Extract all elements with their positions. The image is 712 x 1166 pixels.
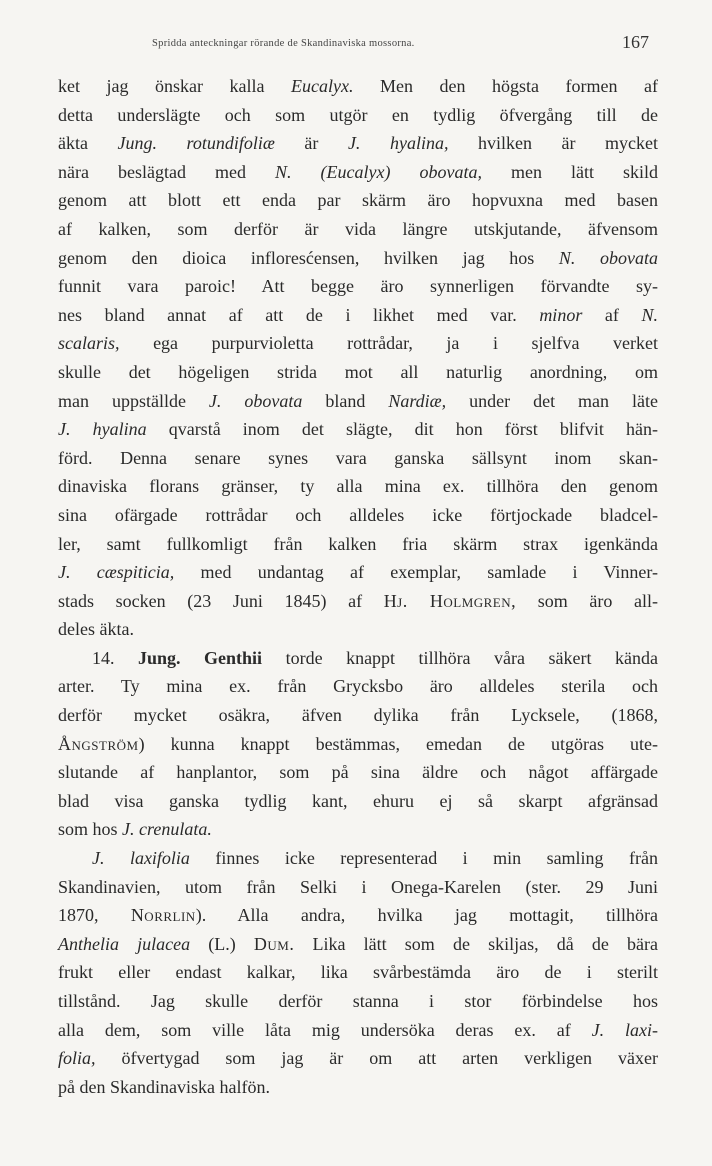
text-line: [58, 644, 658, 673]
text-line: [58, 415, 658, 444]
text-line: [58, 815, 658, 844]
text-run: nes bland annat af att de i likhet med var.: [58, 304, 540, 325]
italic-run: J. cæspiticia,: [58, 562, 175, 583]
text-run: ) kunna knappt bestämmas, emedan de utgöras ute-: [138, 733, 658, 754]
italic-run: Anthelia julacea: [58, 933, 191, 954]
text-run: slutande af hanplantor, som på sina äldre och något affärgade: [58, 762, 658, 783]
text-line: [58, 987, 658, 1016]
bold-run: Jung. Genthii: [138, 647, 263, 668]
text-run: under det man läte: [446, 390, 658, 411]
text-line: [58, 472, 658, 501]
text-run: af kalken, som derför är vida längre utskjutande, äfvensom: [58, 218, 658, 239]
text-line: [58, 958, 658, 987]
text-run: frukt eller endast kalkar, lika svårbestämda äro de i sterilt: [58, 962, 658, 983]
text-run: qvarstå inom det slägte, dit hon först blifvit hän-: [146, 419, 658, 440]
text-run: med undantag af exemplar, samlade i Vinner-: [174, 562, 658, 583]
text-run: torde knappt tillhöra våra säkert kända: [262, 647, 659, 668]
text-line: [58, 730, 658, 759]
text-line: [58, 787, 658, 816]
text-line: [58, 301, 658, 330]
text-run: Lika lätt som de skiljas, då de bära: [294, 933, 659, 954]
running-header: Spridda anteckningar rörande de Skandinaviska mossorna.: [152, 38, 415, 49]
italic-run: J. hyalina,: [347, 133, 449, 154]
text-run: (L.): [190, 933, 254, 954]
text-run: ler, samt fullkomligt från kalken fria skärm strax igenkända: [58, 533, 658, 554]
italic-run: scalaris,: [58, 333, 120, 354]
text-line: [58, 215, 658, 244]
text-line: [58, 844, 658, 873]
italic-run: N. (Eucalyx) obovata,: [274, 161, 482, 182]
text-run: genom den dioica infloresćensen, hvilken jag hos: [58, 247, 559, 268]
text-line: [58, 186, 658, 215]
italic-run: J. crenulata.: [122, 819, 212, 840]
text-run: sina ofärgade rottrådar och alldeles icke förtjockade bladcel-: [58, 504, 658, 525]
text-run: Skandinavien, utom från Selki i Onega-Karelen (ster. 29 Juni: [58, 876, 658, 897]
text-line: [58, 501, 658, 530]
text-run: detta underslägte och som utgör en tydlig öfvergång till de: [58, 104, 658, 125]
italic-run: J. laxifolia: [92, 848, 190, 869]
text-line: [58, 758, 658, 787]
italic-run: N. obovata: [558, 247, 659, 268]
body-text: [58, 72, 658, 1101]
text-run: förd. Denna senare synes vara ganska sällsynt inom skan-: [58, 447, 658, 468]
text-run: man uppställde: [58, 390, 209, 411]
smallcaps-run: Dum.: [253, 933, 295, 954]
text-run: alla dem, som ville låta mig undersöka deras ex. af: [58, 1019, 592, 1040]
text-run: hvilken är mycket: [448, 133, 658, 154]
text-run: arter. Ty mina ex. från Grycksbo äro alldeles sterila och: [58, 676, 658, 697]
italic-run: folia,: [58, 1048, 96, 1069]
text-run: deles äkta.: [58, 619, 134, 640]
text-run: skulle det högeligen strida mot all naturlig anordning, om: [58, 361, 658, 382]
smallcaps-run: Ångström: [58, 733, 139, 754]
text-run: dinaviska florans gränser, ty alla mina ex. tillhöra den genom: [58, 476, 658, 497]
text-run: är: [274, 133, 348, 154]
text-line: [58, 129, 658, 158]
italic-run: Nardiæ,: [388, 390, 447, 411]
page-number: 167: [622, 32, 649, 52]
text-run: derför mycket osäkra, äfven dylika från Lycksele, (1868,: [58, 705, 658, 726]
text-line: [58, 72, 658, 101]
text-line: [58, 530, 658, 559]
text-line: [58, 930, 658, 959]
text-line: [58, 1016, 658, 1045]
text-line: [58, 873, 658, 902]
text-line: [58, 272, 658, 301]
text-run: ega purpurvioletta rottrådar, ja i sjelfva verket: [119, 333, 658, 354]
italic-run: J. laxi-: [591, 1019, 658, 1040]
italic-run: J. hyalina: [58, 419, 147, 440]
text-run: funnit vara paroic! Att begge äro synnerligen förvandte sy-: [58, 276, 658, 297]
text-run: Men den högsta formen af: [353, 76, 658, 96]
text-run: men lätt skild: [481, 161, 658, 182]
text-run: af: [582, 304, 642, 325]
text-run: genom att blott ett enda par skärm äro hopvuxna med basen: [58, 190, 658, 211]
text-line: [58, 158, 658, 187]
text-line: [58, 558, 658, 587]
italic-run: minor: [539, 304, 583, 325]
text-line: [58, 901, 658, 930]
text-run: äkta: [58, 133, 118, 154]
text-line: [58, 672, 658, 701]
text-run: som hos: [58, 819, 123, 840]
italic-run: Jung. rotundifoliæ: [117, 133, 275, 154]
text-run: nära beslägtad med: [58, 161, 275, 182]
text-run: blad visa ganska tydlig kant, ehuru ej så skarpt afgränsad: [58, 790, 658, 811]
text-line: [58, 587, 658, 616]
text-line: [58, 358, 658, 387]
text-line: [58, 444, 658, 473]
text-run: ). Alla andra, hvilka jag mottagit, tillhöra: [195, 905, 658, 926]
text-line: [58, 101, 658, 130]
text-run: bland: [302, 390, 389, 411]
text-run: på den Skandinaviska halfön.: [58, 1076, 270, 1097]
text-run: öfvertygad som jag är om att arten verkligen växer: [95, 1048, 658, 1069]
text-line: [58, 1073, 658, 1102]
text-run: som äro all-: [516, 590, 658, 611]
text-run: tillstånd. Jag skulle derför stanna i stor förbindelse hos: [58, 991, 658, 1011]
text-line: [58, 615, 658, 644]
smallcaps-run: Hj. Holmgren,: [383, 590, 517, 611]
text-run: stads socken (23 Juni 1845) af: [58, 590, 384, 611]
text-run: 14.: [92, 647, 139, 668]
smallcaps-run: Norrlin: [130, 905, 196, 926]
text-line: [58, 329, 658, 358]
italic-run: J. obovata: [208, 390, 303, 411]
text-line: [58, 1044, 658, 1073]
text-run: 1870,: [58, 905, 131, 926]
italic-run: Eucalyx.: [291, 76, 354, 96]
italic-run: N.: [641, 304, 659, 325]
text-line: [58, 244, 658, 273]
text-line: [58, 387, 658, 416]
text-line: [58, 701, 658, 730]
text-run: finnes icke representerad i min samling från: [189, 848, 658, 869]
text-run: ket jag önskar kalla: [58, 76, 292, 96]
